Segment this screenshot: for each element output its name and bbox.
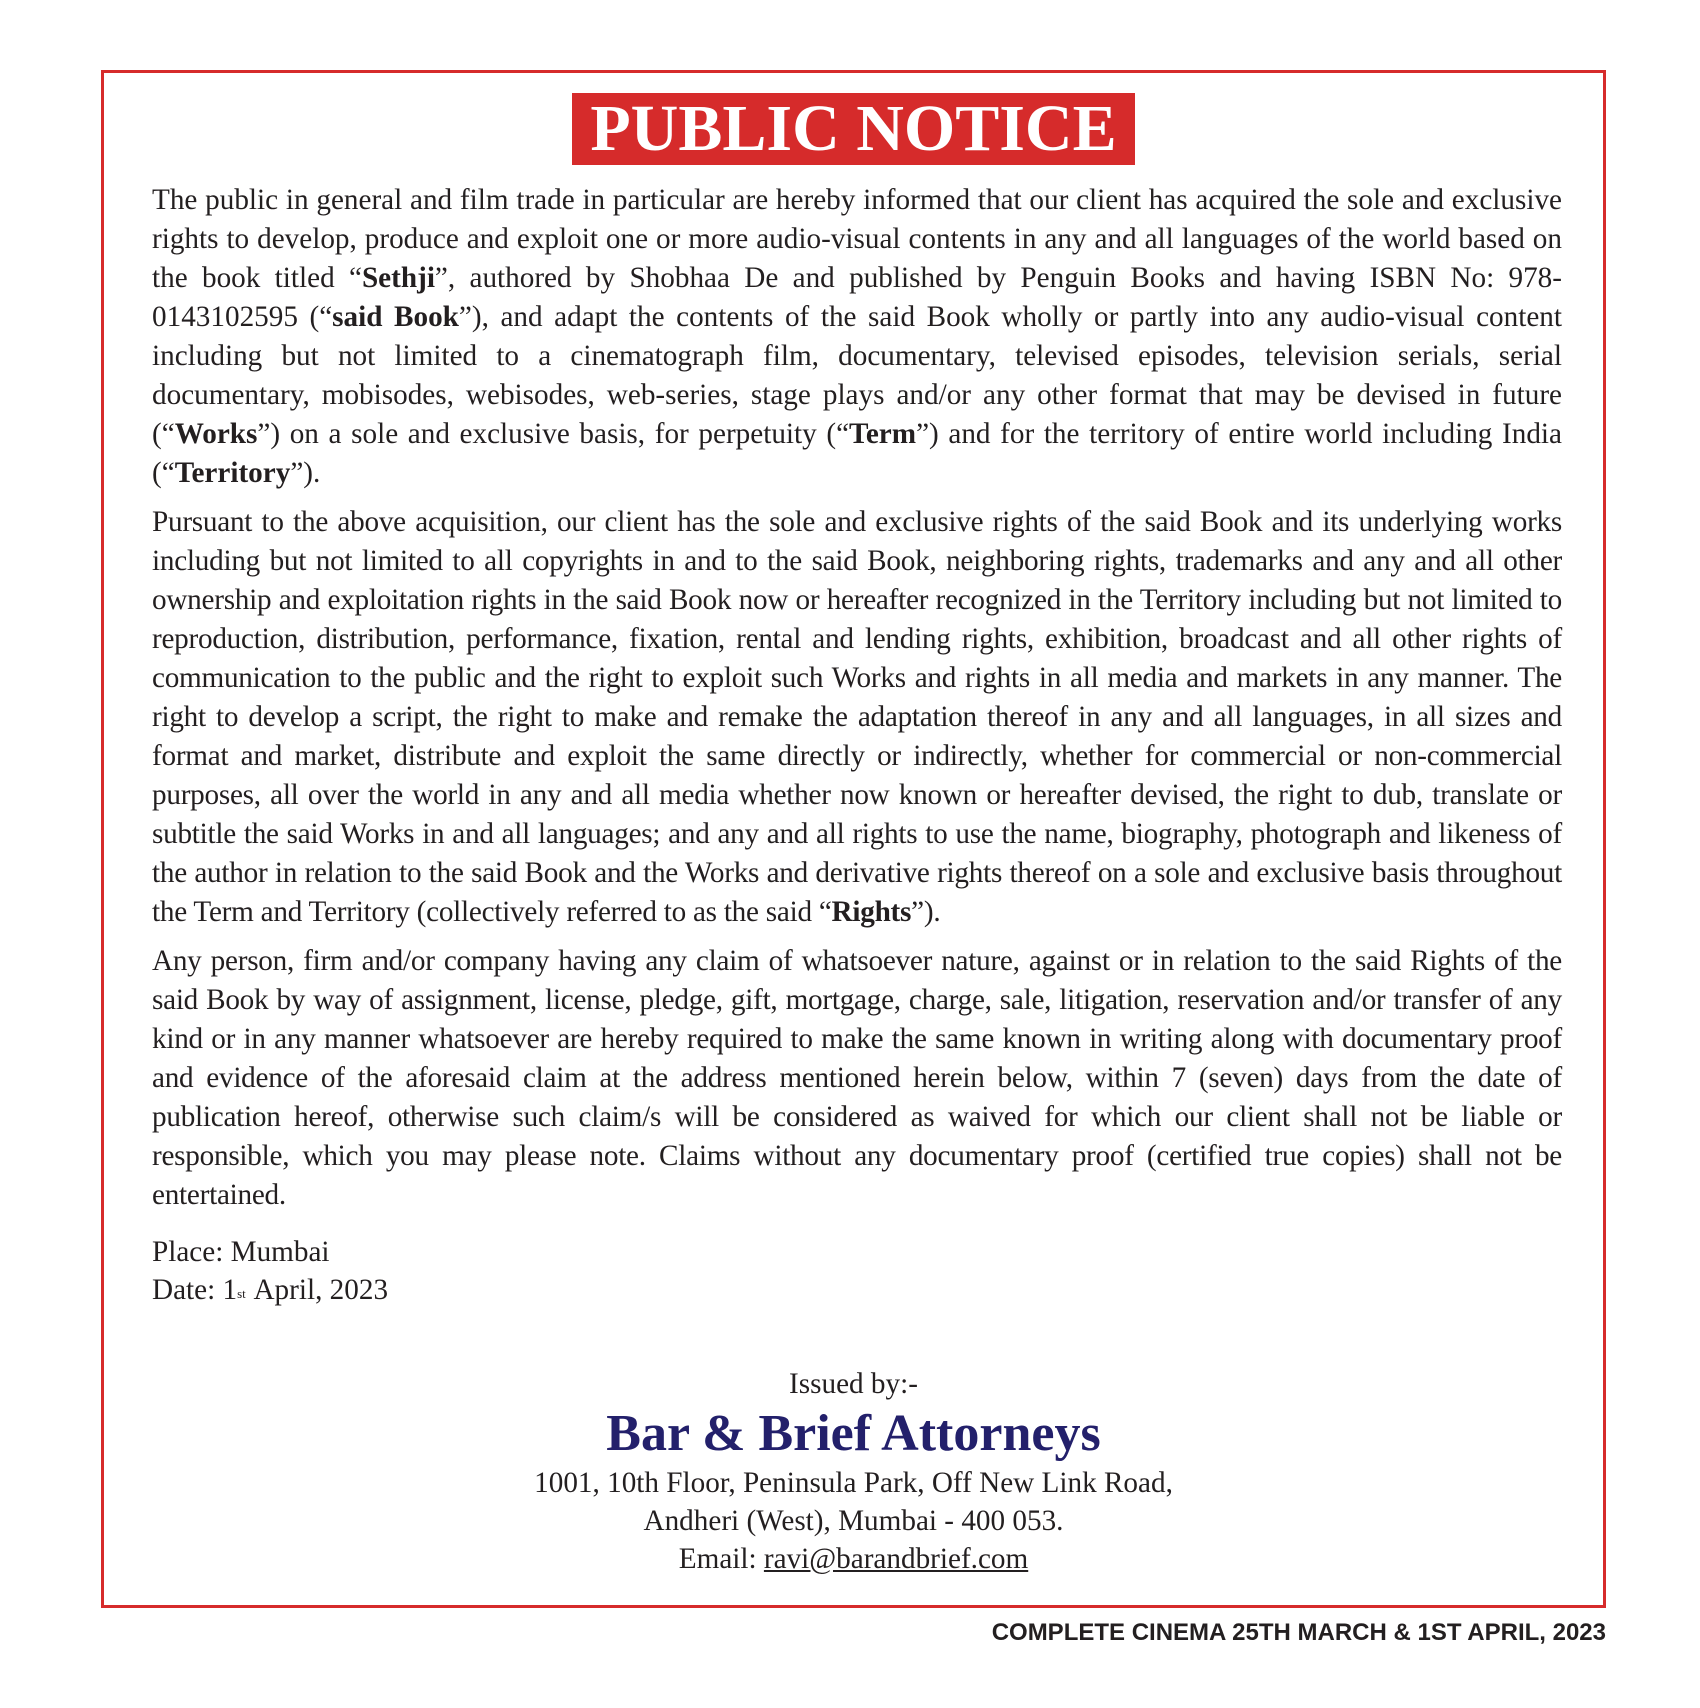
p2-text-1: Pursuant to the above acquisition, our client has the sole and exclusive rights of the said Book and its underlying works including but not limited to all copyrights in and to the said Book, neighboring rights, trademarks and any and all other ownership and exploitation rights in the said Book now or hereafter recognized in the Territory including but not limited to reproduction, distribution, performance, fixation, rental and lending rights, exhibition, broadcast and all other rights of communication to the public and the right to exploit such Works and rights in all media and markets in any manner. The right to develop a script, the right to make and remake the adaptation thereof in any and all languages, in all sizes and format and market, distribute and exploit the same directly or indirectly, whether for commercial or non-commercial purposes, all over the world in any and all media whether now known or hereafter devised, the right to dub, translate or subtitle the said Works in and all languages; and any and all rights to use the name, biography, photograph and likeness of the author in relation to the said Book and the Works and derivative rights thereof on a sole and exclusive basis throughout the Term and Territory (collectively referred to as the said “	[152, 506, 1562, 928]
issued-by-label: Issued by:-	[789, 1368, 918, 1400]
rights-term: Rights	[831, 896, 912, 928]
date-prefix: Date: 1	[152, 1274, 238, 1306]
date-line	[152, 1271, 1562, 1309]
place-date-block	[152, 1233, 1562, 1309]
notice-body	[152, 181, 1562, 1309]
email-label: Email:	[678, 1543, 764, 1575]
p1-text-6: ”).	[290, 457, 321, 489]
paragraph-acquisition	[152, 181, 1562, 493]
works-term: Works	[174, 418, 258, 450]
date-rest: April, 2023	[247, 1274, 389, 1306]
p1-text-5: ”) and for the territory of entire world including India (“	[152, 418, 1562, 489]
book-title-term: Sethji	[361, 262, 435, 294]
address-line-2: Andheri (West), Mumbai - 400 053.	[643, 1505, 1064, 1537]
paragraph-rights	[152, 503, 1562, 932]
date-ordinal: st	[237, 1286, 246, 1301]
territory-term: Territory	[174, 457, 291, 489]
title-wrap	[104, 93, 1603, 165]
said-book-term: said Book	[332, 301, 459, 333]
notice-title: PUBLIC NOTICE	[572, 93, 1134, 165]
p1-text-4: ”) on a sole and exclusive basis, for perpetuity (“	[257, 418, 850, 450]
issuer-block	[104, 1366, 1603, 1578]
publication-footer: COMPLETE CINEMA 25TH MARCH & 1ST APRIL, 2023	[991, 1619, 1606, 1646]
firm-name: Bar & Brief Attorneys	[606, 1405, 1101, 1462]
p1-text-1: The public in general and film trade in particular are hereby informed that our client has acquired the sole and exclusive rights to develop, produce and exploit one or more audio-visual contents in any and all languages of the world based on the book titled “	[152, 184, 1562, 294]
notice-border-box	[101, 70, 1606, 1608]
p1-text-3: ”), and adapt the contents of the said Book wholly or partly into any audio-visual content including but not limited to a cinematograph film, documentary, televised episodes, television serials, serial documentary, mobisodes, webisodes, web-series, stage plays and/or any other format that may be devised in future (“	[152, 301, 1562, 450]
p1-text-2: ”, authored by Shobhaa De and published by Penguin Books and having ISBN No: 978-0143102595 (“	[152, 262, 1563, 333]
email-link[interactable]: ravi@barandbrief.com	[763, 1543, 1029, 1575]
paragraph-claims: Any person, firm and/or company having any claim of whatsoever nature, against or in relation to the said Rights of the said Book by way of assignment, license, pledge, gift, mortgage, charge, sale, litigation, reservation and/or transfer of any kind or in any manner whatsoever are hereby required to make the same known in writing along with documentary proof and evidence of the aforesaid claim at the address mentioned herein below, within 7 (seven) days from the date of publication hereof, otherwise such claim/s will be considered as waived for which our client shall not be liable or responsible, which you may please note. Claims without any documentary proof (certified true copies) shall not be entertained.	[152, 945, 1562, 1211]
address-line-1: 1001, 10th Floor, Peninsula Park, Off New Link Road,	[534, 1467, 1173, 1499]
term-term: Term	[849, 418, 917, 450]
place-line: Place: Mumbai	[152, 1236, 330, 1268]
email-line	[104, 1540, 1603, 1578]
p2-text-2: ”).	[911, 896, 941, 928]
